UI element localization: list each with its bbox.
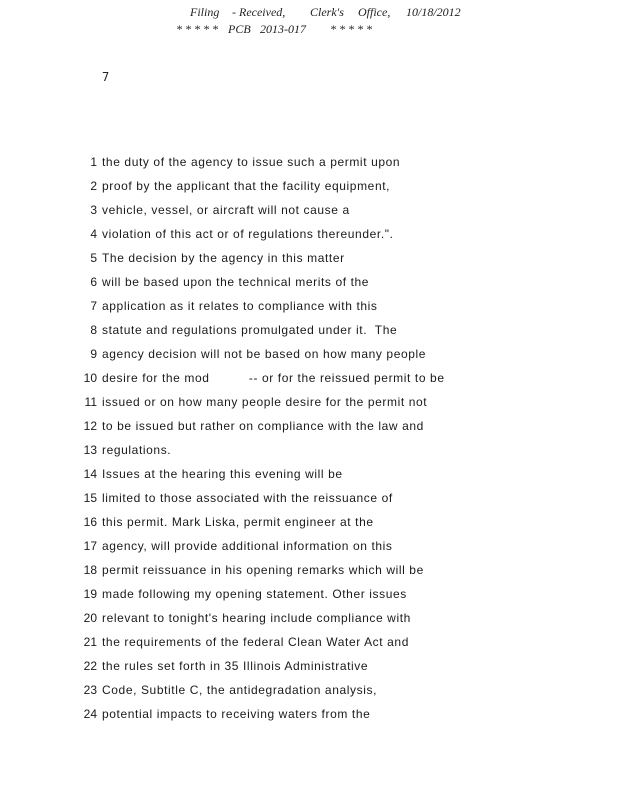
- transcript-line: [82, 562, 582, 586]
- stamp-stars-right: * * * * *: [330, 22, 372, 36]
- line-text: made following my opening statement. Other issues: [102, 587, 407, 601]
- line-number: 22: [83, 659, 97, 673]
- stamp-pcb: PCB: [228, 22, 251, 36]
- line-text: agency decision will not be based on how many people: [102, 347, 427, 361]
- stamp-date: 10/18/2012: [406, 5, 461, 19]
- transcript-line: [82, 322, 582, 346]
- stamp-case-number: 2013-017: [260, 22, 306, 36]
- transcript-line: [82, 634, 582, 658]
- transcript-line: [82, 418, 582, 442]
- line-number: 14: [83, 467, 97, 481]
- line-number: 4: [90, 227, 97, 241]
- line-text: Code, Subtitle C, the antidegradation analysis,: [102, 683, 378, 697]
- line-number: 13: [83, 443, 97, 457]
- page-number: 7: [102, 70, 110, 84]
- line-text: vehicle, vessel, or aircraft will not cause a: [102, 203, 350, 217]
- line-text: The decision by the agency in this matter: [102, 251, 345, 265]
- line-number: 10: [83, 371, 97, 385]
- transcript-line: [82, 682, 582, 706]
- line-number: 9: [90, 347, 97, 361]
- stamp-filing: Filing: [190, 5, 220, 19]
- transcript-line: [82, 442, 582, 466]
- transcript-line: [82, 490, 582, 514]
- line-number: 20: [83, 611, 97, 625]
- line-text: will be based upon the technical merits of the: [102, 275, 370, 289]
- transcript-line: [82, 610, 582, 634]
- line-number: 17: [83, 539, 97, 553]
- transcript-line: [82, 154, 582, 178]
- line-number: 23: [83, 683, 97, 697]
- line-text: violation of this act or of regulations thereunder.".: [102, 227, 394, 241]
- transcript-line: [82, 394, 582, 418]
- line-number: 21: [83, 635, 97, 649]
- line-text: desire for the mod -- or for the reissued permit to be: [102, 371, 445, 385]
- line-number: 1: [90, 155, 97, 169]
- line-text: application as it relates to compliance with this: [102, 299, 378, 313]
- line-text: Issues at the hearing this evening will be: [102, 467, 343, 481]
- line-number: 6: [90, 275, 97, 289]
- line-text: relevant to tonight's hearing include compliance with: [102, 611, 411, 625]
- line-number: 15: [83, 491, 97, 505]
- transcript-line: [82, 226, 582, 250]
- line-number: 12: [83, 419, 97, 433]
- transcript-body: [82, 154, 582, 730]
- line-number: 16: [83, 515, 97, 529]
- stamp-received: - Received,: [232, 5, 286, 19]
- line-number: 7: [90, 299, 97, 313]
- line-text: proof by the applicant that the facility equipment,: [102, 179, 391, 193]
- transcript-line: [82, 514, 582, 538]
- line-text: issued or on how many people desire for the permit not: [102, 395, 428, 409]
- transcript-line: [82, 466, 582, 490]
- transcript-line: [82, 586, 582, 610]
- line-number: 5: [90, 251, 97, 265]
- line-text: the duty of the agency to issue such a permit upon: [102, 155, 401, 169]
- line-text: the requirements of the federal Clean Water Act and: [102, 635, 409, 649]
- line-number: 24: [83, 707, 97, 721]
- stamp-stars-left: * * * * *: [176, 22, 218, 36]
- transcript-line: [82, 706, 582, 730]
- line-text: to be issued but rather on compliance with the law and: [102, 419, 424, 433]
- line-number: 8: [90, 323, 97, 337]
- line-text: statute and regulations promulgated under it. The: [102, 323, 398, 337]
- line-number: 2: [90, 179, 97, 193]
- line-text: permit reissuance in his opening remarks which will be: [102, 563, 424, 577]
- line-text: this permit. Mark Liska, permit engineer at the: [102, 515, 374, 529]
- transcript-line: [82, 298, 582, 322]
- transcript-line: [82, 370, 582, 394]
- line-text: potential impacts to receiving waters from the: [102, 707, 371, 721]
- line-number: 19: [83, 587, 97, 601]
- stamp-clerks: Clerk's: [310, 5, 344, 19]
- transcript-line: [82, 178, 582, 202]
- line-text: regulations.: [102, 443, 172, 457]
- line-number: 11: [84, 395, 97, 409]
- transcript-line: [82, 346, 582, 370]
- transcript-line: [82, 274, 582, 298]
- transcript-line: [82, 658, 582, 682]
- stamp-office: Office,: [358, 5, 391, 19]
- line-text: limited to those associated with the reissuance of: [102, 491, 393, 505]
- transcript-line: [82, 538, 582, 562]
- line-text: agency, will provide additional information on this: [102, 539, 393, 553]
- line-number: 3: [90, 203, 97, 217]
- line-text: the rules set forth in 35 Illinois Administrative: [102, 659, 369, 673]
- transcript-line: [82, 202, 582, 226]
- line-number: 18: [83, 563, 97, 577]
- transcript-line: [82, 250, 582, 274]
